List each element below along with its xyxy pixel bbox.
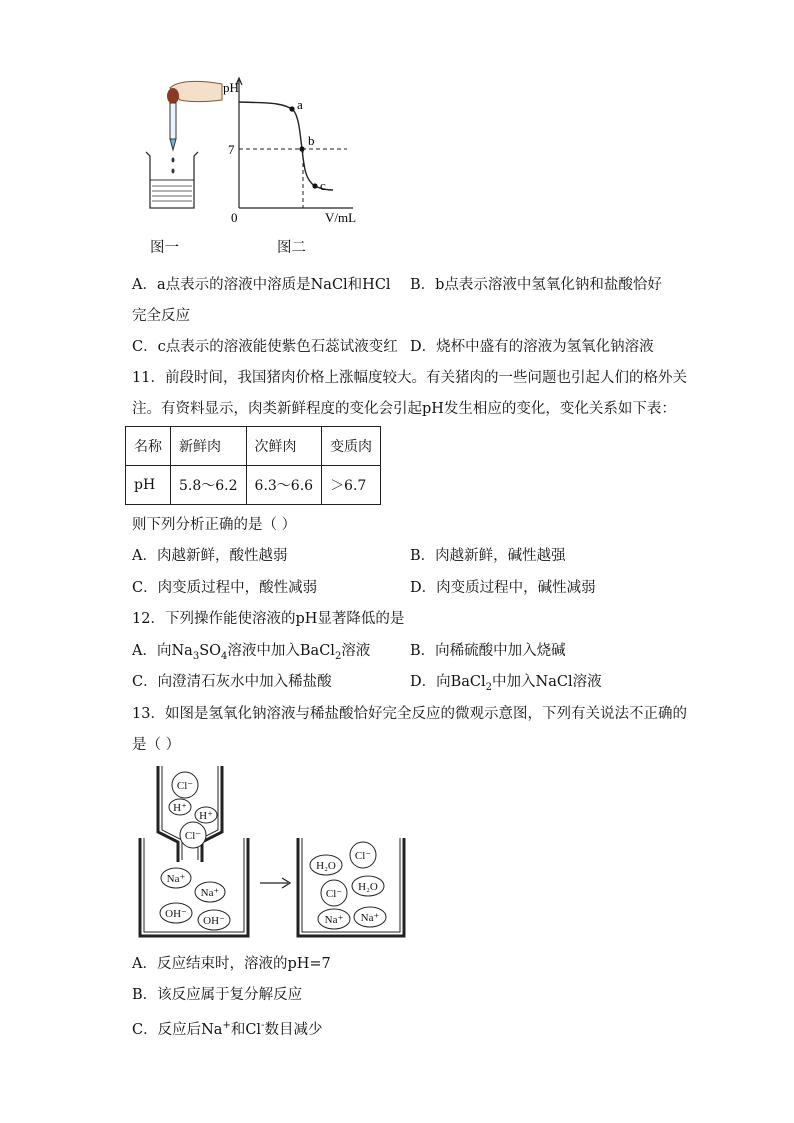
subscript: 4 <box>221 650 228 662</box>
superscript: + <box>222 1020 231 1031</box>
q13-option-b: B．该反应属于复分解反应 <box>132 987 303 1003</box>
q11-option-b: B．肉越新鲜，碱性越强 <box>410 548 566 564</box>
table-cell: pH <box>126 466 171 505</box>
neutralization-diagram <box>130 760 420 945</box>
right-beaker-species: Cl⁻ <box>354 850 372 862</box>
q12-option-b: B．向稀硫酸中加入烧碱 <box>410 643 566 659</box>
point-b-marker <box>299 146 304 151</box>
right-beaker-species: Cl⁻ <box>325 888 343 900</box>
right-beaker-species: Na⁺ <box>360 912 380 924</box>
table-cell: 名称 <box>126 427 171 466</box>
right-beaker-species: H₂O <box>358 881 378 893</box>
origin-label: 0 <box>231 210 238 225</box>
q13-stem-line1: 13．如图是氢氧化钠溶液与稀盐酸恰好完全反应的微观示意图，下列有关说法不正确的 <box>132 706 687 722</box>
q10-option-b-continued: 完全反应 <box>132 308 190 324</box>
q13-option-c <box>132 1016 322 1040</box>
point-c-label: c <box>320 178 326 193</box>
point-b-label: b <box>308 133 315 148</box>
caption-figure-2: 图二 <box>277 240 306 256</box>
q13-c-text: C．反应后Na <box>132 1021 223 1038</box>
subscript: 2 <box>334 650 342 662</box>
q11-stem-line2: 注。有资料显示，肉类新鲜程度的变化会引起pH发生相应的变化，变化关系如下表： <box>132 401 676 417</box>
point-c-marker <box>312 183 317 188</box>
caption-figure-1: 图一 <box>150 240 179 256</box>
subscript: 2 <box>485 681 493 693</box>
q13-c-text: 数目减少 <box>264 1021 323 1038</box>
burette-ion: H⁺ <box>199 810 213 822</box>
right-beaker-species: H₂O <box>316 860 336 872</box>
left-beaker-ion: OH⁻ <box>203 915 225 927</box>
superscript: - <box>261 1020 265 1031</box>
q13-c-text: 和Cl <box>230 1021 262 1038</box>
burette-ion: Cl⁻ <box>176 780 194 792</box>
q11-question: 则下列分析正确的是（ ） <box>132 517 297 533</box>
q13-stem-line2: 是（ ） <box>132 737 181 753</box>
q12-a-text: 溶液 <box>341 643 371 659</box>
right-beaker-species: Na⁺ <box>324 914 344 926</box>
q12-a-text: SO <box>199 643 222 659</box>
meat-ph-table <box>125 426 381 505</box>
ph-graph <box>225 72 365 232</box>
q10-option-a: A．a点表示的溶液中溶质是NaCl和HCl <box>132 277 391 293</box>
q10-option-c: C．c点表示的溶液能使紫色石蕊试液变红 <box>132 339 398 355</box>
subscript: 3 <box>192 650 200 662</box>
table-cell: 次鲜肉 <box>246 427 322 466</box>
table-row <box>126 466 381 505</box>
left-beaker-ion: Na⁺ <box>166 873 186 885</box>
q12-d-text: 中加入NaCl溶液 <box>492 674 602 690</box>
table-cell: 6.3～6.6 <box>246 466 322 505</box>
tick-7-label: 7 <box>228 142 235 157</box>
burette-ion: H⁺ <box>173 802 187 814</box>
table-cell: 5.8～6.2 <box>171 466 247 505</box>
table-header-row <box>126 427 381 466</box>
x-axis-label: V/mL <box>325 210 357 225</box>
table-cell: ＞6.7 <box>322 466 381 505</box>
q12-a-text: A．向Na <box>132 643 193 659</box>
q12-a-text: 溶液中加入BaCl <box>227 643 335 659</box>
figure-beaker-dropper <box>140 76 230 216</box>
q12-option-c: C．向澄清石灰水中加入稀盐酸 <box>132 674 332 690</box>
q10-option-d: D．烧杯中盛有的溶液为氢氧化钠溶液 <box>410 339 654 355</box>
table-cell: 新鲜肉 <box>171 427 247 466</box>
q10-option-b: B．b点表示溶液中氢氧化钠和盐酸恰好 <box>410 277 662 293</box>
q11-stem-line1: 11．前段时间，我国猪肉价格上涨幅度较大。有关猪肉的一些问题也引起人们的格外关 <box>132 370 687 386</box>
q12-d-text: D．向BaCl <box>410 674 486 690</box>
point-a-marker <box>289 106 294 111</box>
burette-ion: Cl⁻ <box>184 830 202 842</box>
q12-option-d <box>410 672 602 698</box>
y-axis-label: pH <box>223 80 239 95</box>
q12-option-a <box>132 641 370 667</box>
q13-option-a: A．反应结束时，溶液的pH=7 <box>132 956 331 972</box>
q12-stem: 12．下列操作能使溶液的pH显著降低的是 <box>132 611 405 627</box>
point-a-label: a <box>297 97 303 112</box>
q11-option-d: D．肉变质过程中，碱性减弱 <box>410 580 596 596</box>
left-beaker-ion: OH⁻ <box>165 908 187 920</box>
left-beaker-ion: Na⁺ <box>200 887 220 899</box>
table-cell: 变质肉 <box>322 427 381 466</box>
q11-option-c: C．肉变质过程中，酸性减弱 <box>132 580 318 596</box>
q11-option-a: A．肉越新鲜，酸性越弱 <box>132 548 288 564</box>
